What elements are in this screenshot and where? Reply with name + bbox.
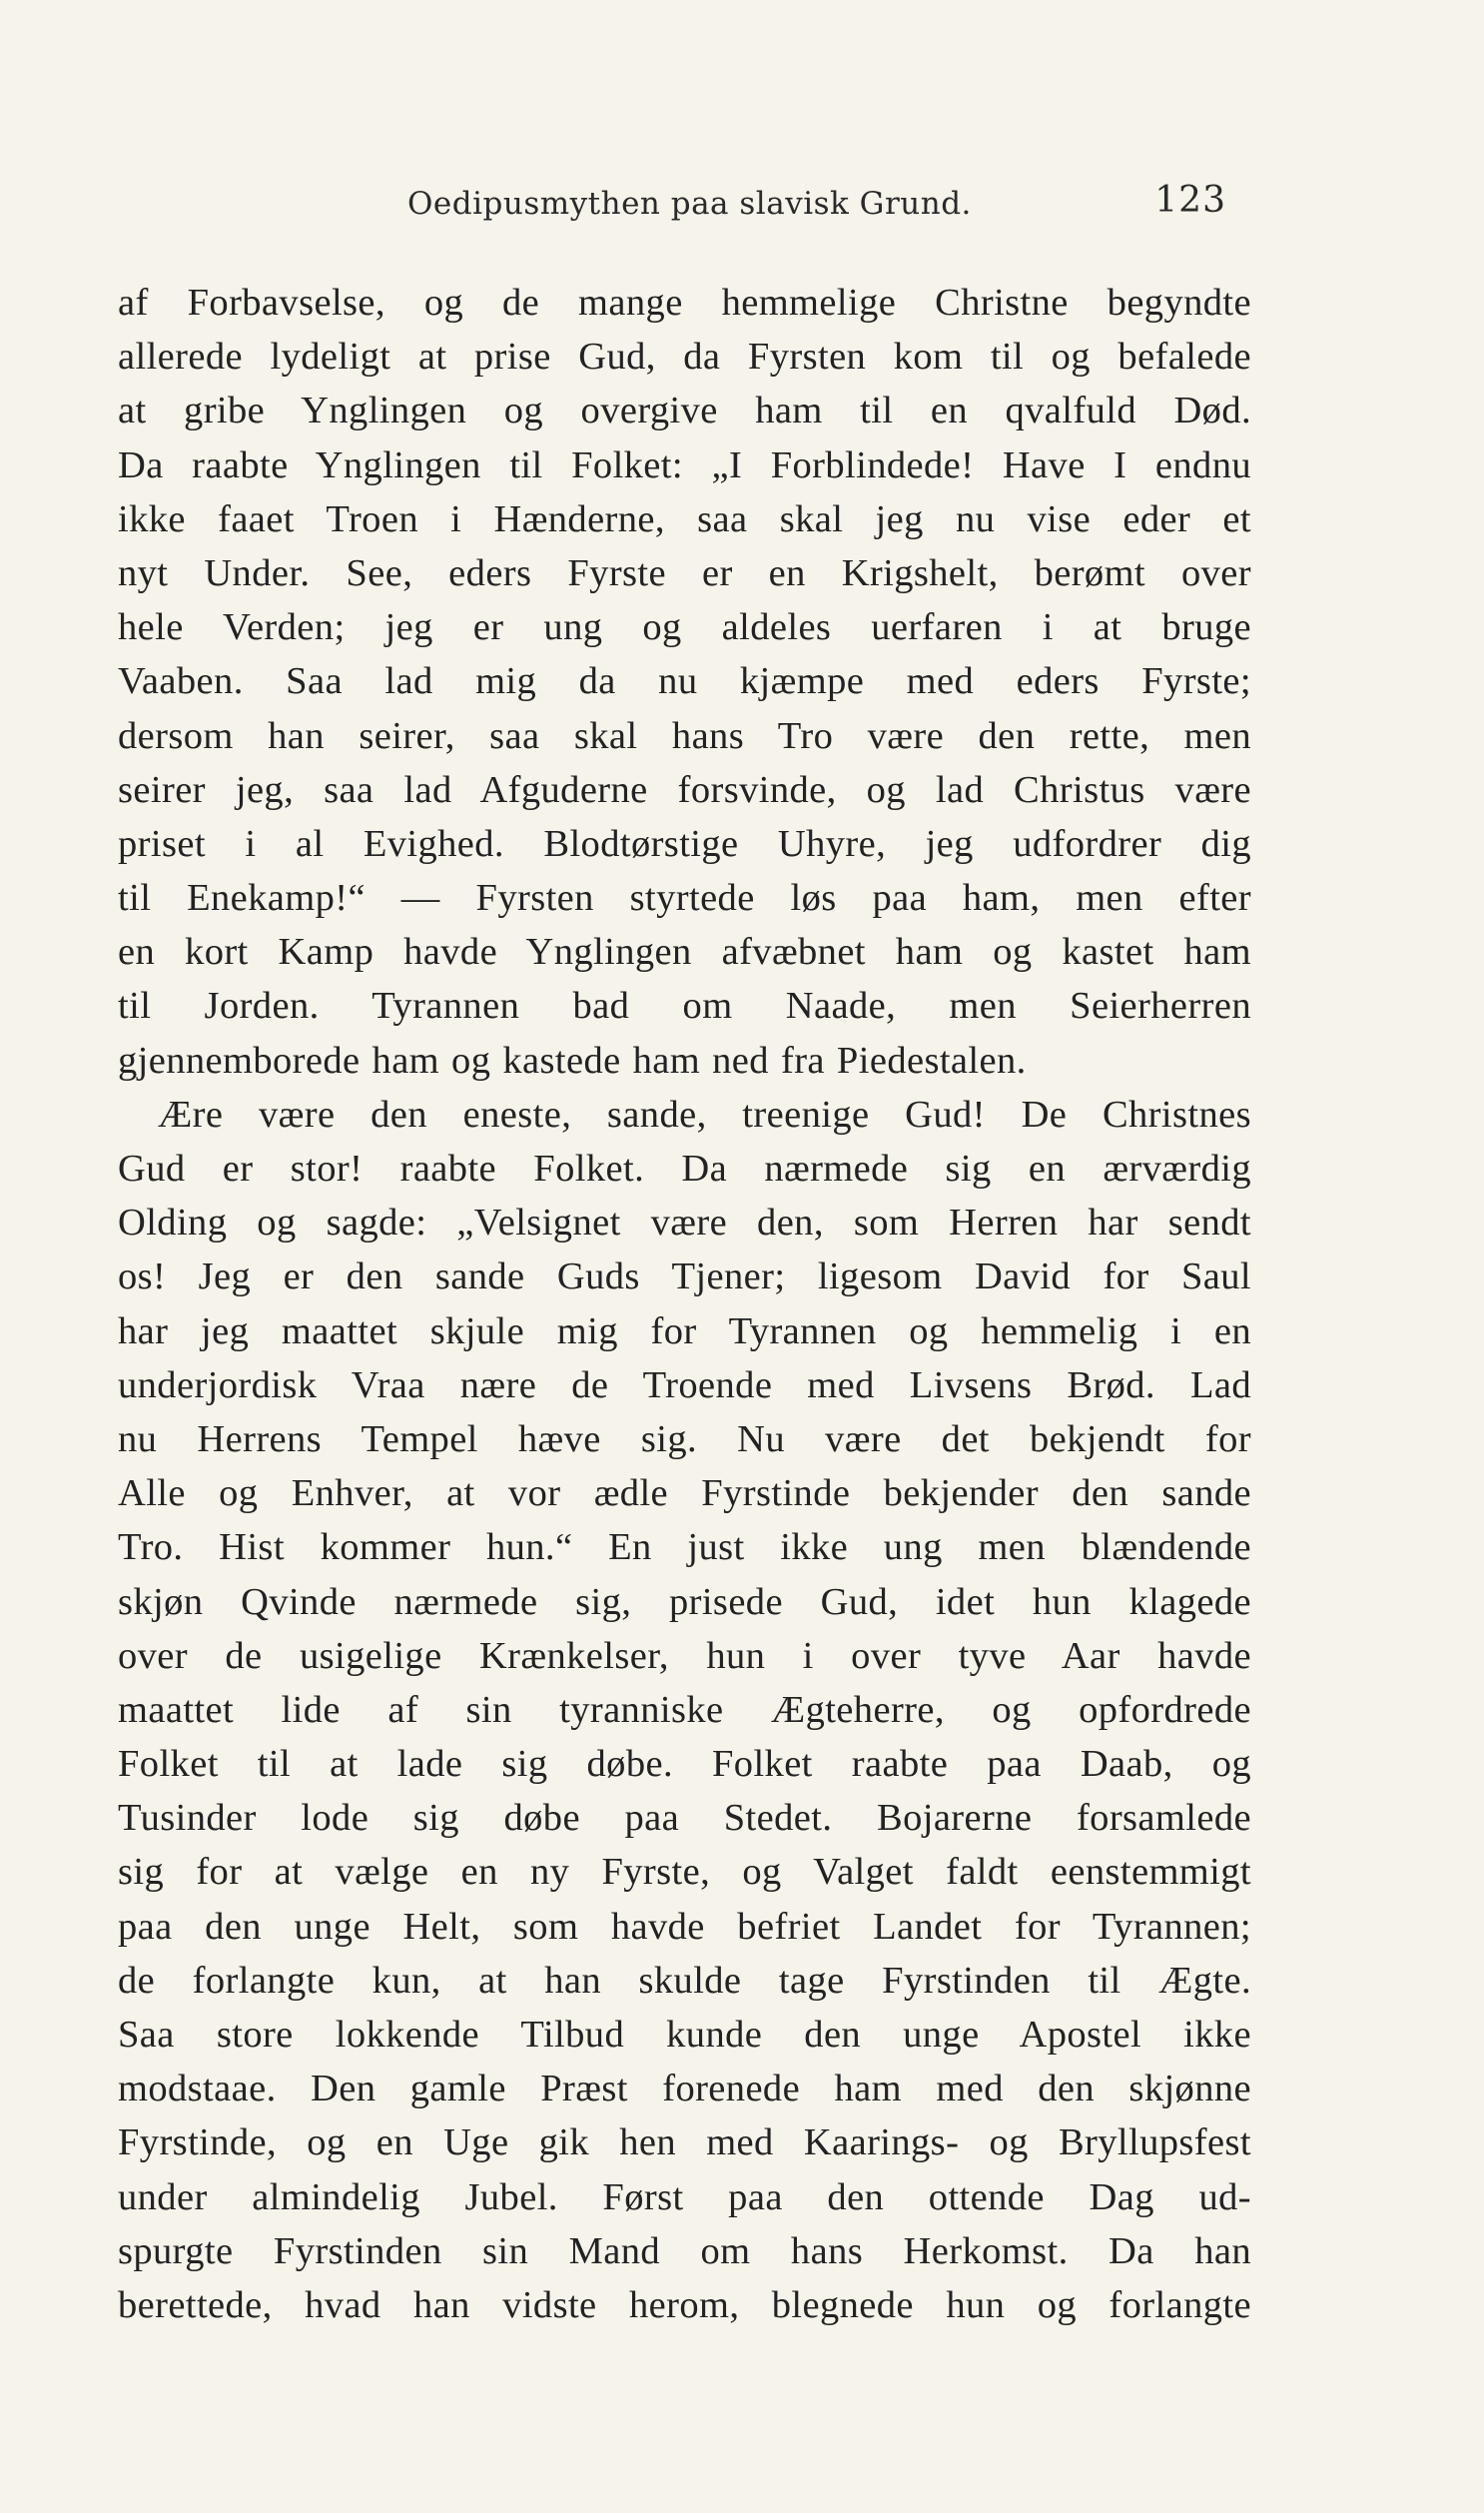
text-line: at gribe Ynglingen og overgive ham til en qvalfuld Død. xyxy=(118,390,1251,432)
text-line: os! Jeg er den sande Guds Tjener; ligesom David for Saul xyxy=(118,1256,1251,1298)
text-line: seirer jeg, saa lad Afguderne forsvinde, og lad Christus være xyxy=(118,768,1251,811)
text-line: har jeg maattet skjule mig for Tyrannen og hemmelig i en xyxy=(118,1309,1251,1352)
text-line: maattet lide af sin tyranniske Ægteherre, og opfordrede xyxy=(118,1688,1251,1731)
text-line: Da raabte Ynglingen til Folket: „I Forblindede! Have I endnu xyxy=(118,443,1251,486)
text-line: spurgte Fyrstinden sin Mand om hans Herkomst. Da han xyxy=(118,2229,1251,2272)
text-line: paa den unge Helt, som havde befriet Landet for Tyrannen; xyxy=(118,1905,1251,1948)
page-number: 123 xyxy=(1154,180,1226,221)
text-line: de forlangte kun, at han skulde tage Fyrstinden til Ægte. xyxy=(118,1959,1251,2002)
text-line: Tro. Hist kommer hun.“ En just ikke ung men blændende xyxy=(118,1526,1251,1569)
text-line: dersom han seirer, saa skal hans Tro være den rette, men xyxy=(118,714,1251,757)
text-line: en kort Kamp havde Ynglingen afvæbnet ham og kastet ham xyxy=(118,931,1251,974)
text-line: Saa store lokkende Tilbud kunde den unge Apostel ikke xyxy=(118,2014,1251,2056)
text-line: af Forbavselse, og de mange hemmelige Christne begyndte xyxy=(118,282,1251,324)
text-line: priset i al Evighed. Blodtørstige Uhyre, jeg udfordrer dig xyxy=(118,822,1251,865)
text-line: Alle og Enhver, at vor ædle Fyrstinde bekjender den sande xyxy=(118,1472,1251,1515)
text-line: Tusinder lode sig døbe paa Stedet. Bojarerne forsamlede xyxy=(118,1797,1251,1840)
text-line: til Jorden. Tyrannen bad om Naade, men Seierherren xyxy=(118,985,1251,1028)
body-text xyxy=(118,276,1251,2332)
text-line: nu Herrens Tempel hæve sig. Nu være det bekjendt for xyxy=(118,1417,1251,1460)
text-line: under almindelig Jubel. Først paa den ottende Dag ud- xyxy=(118,2175,1251,2218)
text-line: til Enekamp!“ — Fyrsten styrtede løs paa ham, men efter xyxy=(118,877,1251,920)
running-title: Oedipusmythen paa slavisk Grund. xyxy=(407,186,972,222)
running-head xyxy=(118,180,1226,230)
text-line: hele Verden; jeg er ung og aldeles uerfaren i at bruge xyxy=(118,606,1251,649)
text-line: Folket til at lade sig døbe. Folket raabte paa Daab, og xyxy=(118,1743,1251,1786)
text-line-paragraph-start: Ære være den eneste, sande, treenige Gud! De Christnes xyxy=(158,1093,1251,1136)
text-line: allerede lydeligt at prise Gud, da Fyrsten kom til og befalede xyxy=(118,336,1251,379)
text-line: nyt Under. See, eders Fyrste er en Krigshelt, berømt over xyxy=(118,551,1251,594)
text-line: over de usigelige Krænkelser, hun i over tyve Aar havde xyxy=(118,1634,1251,1677)
text-line: ikke faaet Troen i Hænderne, saa skal jeg nu vise eder et xyxy=(118,497,1251,540)
text-line: sig for at vælge en ny Fyrste, og Valget faldt eenstemmigt xyxy=(118,1851,1251,1894)
text-line: underjordisk Vraa nære de Troende med Livsens Brød. Lad xyxy=(118,1363,1251,1406)
text-line: Fyrstinde, og en Uge gik hen med Kaarings- og Bryllupsfest xyxy=(118,2121,1251,2164)
text-line-paragraph-end: gjennemborede ham og kastede ham ned fra Piedestalen. xyxy=(118,1039,1027,1082)
text-line: Olding og sagde: „Velsignet være den, som Herren har sendt xyxy=(118,1202,1251,1245)
text-line: berettede, hvad han vidste herom, blegnede hun og forlangte xyxy=(118,2283,1251,2326)
text-line: Gud er stor! raabte Folket. Da nærmede sig en ærværdig xyxy=(118,1148,1251,1190)
text-line: skjøn Qvinde nærmede sig, prisede Gud, idet hun klagede xyxy=(118,1580,1251,1623)
text-line: modstaae. Den gamle Præst forenede ham med den skjønne xyxy=(118,2068,1251,2110)
text-line: Vaaben. Saa lad mig da nu kjæmpe med eders Fyrste; xyxy=(118,660,1251,703)
